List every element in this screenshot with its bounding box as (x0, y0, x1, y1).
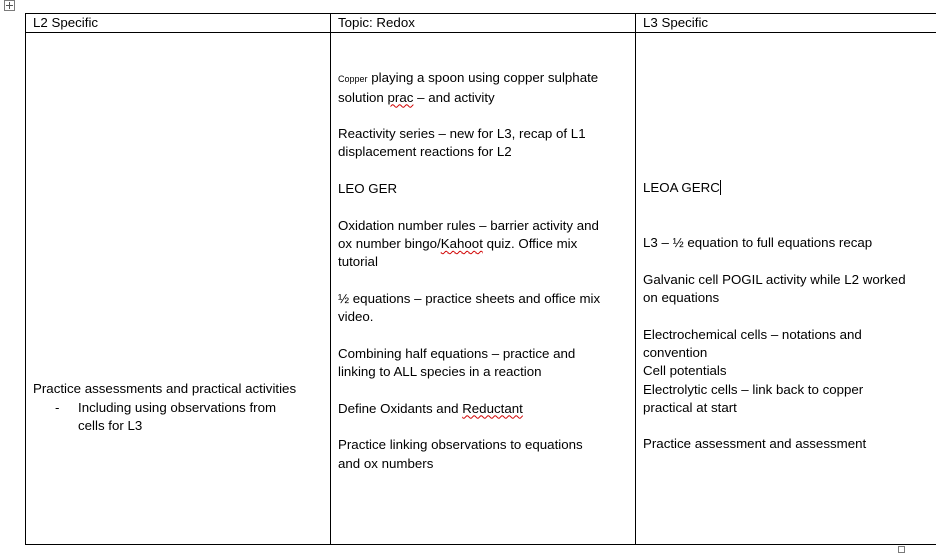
half-to-full-text: L3 – ½ equation to full equations recap (643, 235, 873, 251)
redox-plan-table (25, 13, 936, 545)
content-row (26, 33, 936, 545)
galvanic-line-2: on equations (643, 290, 720, 306)
copper-line-2 (338, 89, 628, 107)
oxidation-line-2-post: quiz. Office mix (482, 235, 578, 251)
oxidation-line-3: tutorial (338, 254, 378, 270)
copper-line-2-pre: solution (338, 89, 388, 105)
electrochemical-line-2: convention (643, 344, 708, 360)
l2-cell[interactable] (26, 33, 331, 545)
reactivity-line-2: displacement reactions for L2 (338, 144, 512, 160)
header-l2-specific[interactable]: L2 Specific (26, 14, 331, 33)
oxidation-line-2 (338, 235, 628, 253)
spelling-flag-kahoot: Kahoot (440, 235, 483, 251)
cell-potentials-text: Cell potentials (643, 363, 727, 379)
leoa-gerc-line (643, 179, 934, 197)
assessment-text: Practice assessment and assessment (643, 436, 867, 452)
define-line (338, 400, 628, 418)
copper-small-word: Copper (338, 74, 368, 85)
copper-line-1 (338, 69, 628, 88)
define-pre: Define Oxidants and (338, 400, 463, 416)
table-move-handle-icon[interactable] (4, 0, 15, 11)
half-equations-line-1: ½ equations – practice sheets and office mix (338, 290, 601, 306)
header-topic[interactable]: Topic: Redox (331, 14, 636, 33)
spelling-flag-reductant: Reductant (462, 400, 523, 416)
l2-bullet-item (33, 399, 323, 436)
combining-line-1: Combining half equations – practice and (338, 345, 576, 361)
leo-ger-text: LEO GER (338, 181, 398, 197)
topic-cell[interactable] (331, 33, 636, 545)
electrolytic-line-2: practical at start (643, 399, 737, 415)
l3-cell[interactable] (636, 33, 936, 545)
linking-line-1: Practice linking observations to equations (338, 437, 583, 453)
linking-line-2: and ox numbers (338, 455, 434, 471)
electrochemical-line-1: Electrochemical cells – notations and (643, 326, 862, 342)
leoa-gerc-text[interactable]: LEOA GERC (643, 180, 720, 196)
l2-bullet-line-1: Including using observations from (78, 399, 277, 415)
l2-practice-text: Practice assessments and practical activities (33, 381, 297, 397)
bullet-dash: - (55, 399, 60, 415)
reactivity-line-1: Reactivity series – new for L3, recap of L1 (338, 126, 586, 142)
table-resize-handle-icon[interactable] (898, 546, 905, 553)
oxidation-line-1: Oxidation number rules – barrier activity and (338, 217, 599, 233)
half-equations-line-2: video. (338, 309, 374, 325)
copper-line-1-rest: playing a spoon using copper sulphate (367, 70, 599, 86)
header-row (26, 14, 936, 33)
l2-bullet-line-2: cells for L3 (78, 417, 143, 433)
oxidation-line-2-pre: ox number bingo/ (338, 235, 441, 251)
copper-line-2-post: – and activity (413, 89, 495, 105)
combining-line-2: linking to ALL species in a reaction (338, 364, 542, 380)
spelling-flag-prac: prac (387, 89, 414, 105)
electrolytic-line-1: Electrolytic cells – link back to copper (643, 381, 864, 397)
header-l3-specific[interactable]: L3 Specific (636, 14, 936, 33)
galvanic-line-1: Galvanic cell POGIL activity while L2 worked (643, 271, 906, 287)
